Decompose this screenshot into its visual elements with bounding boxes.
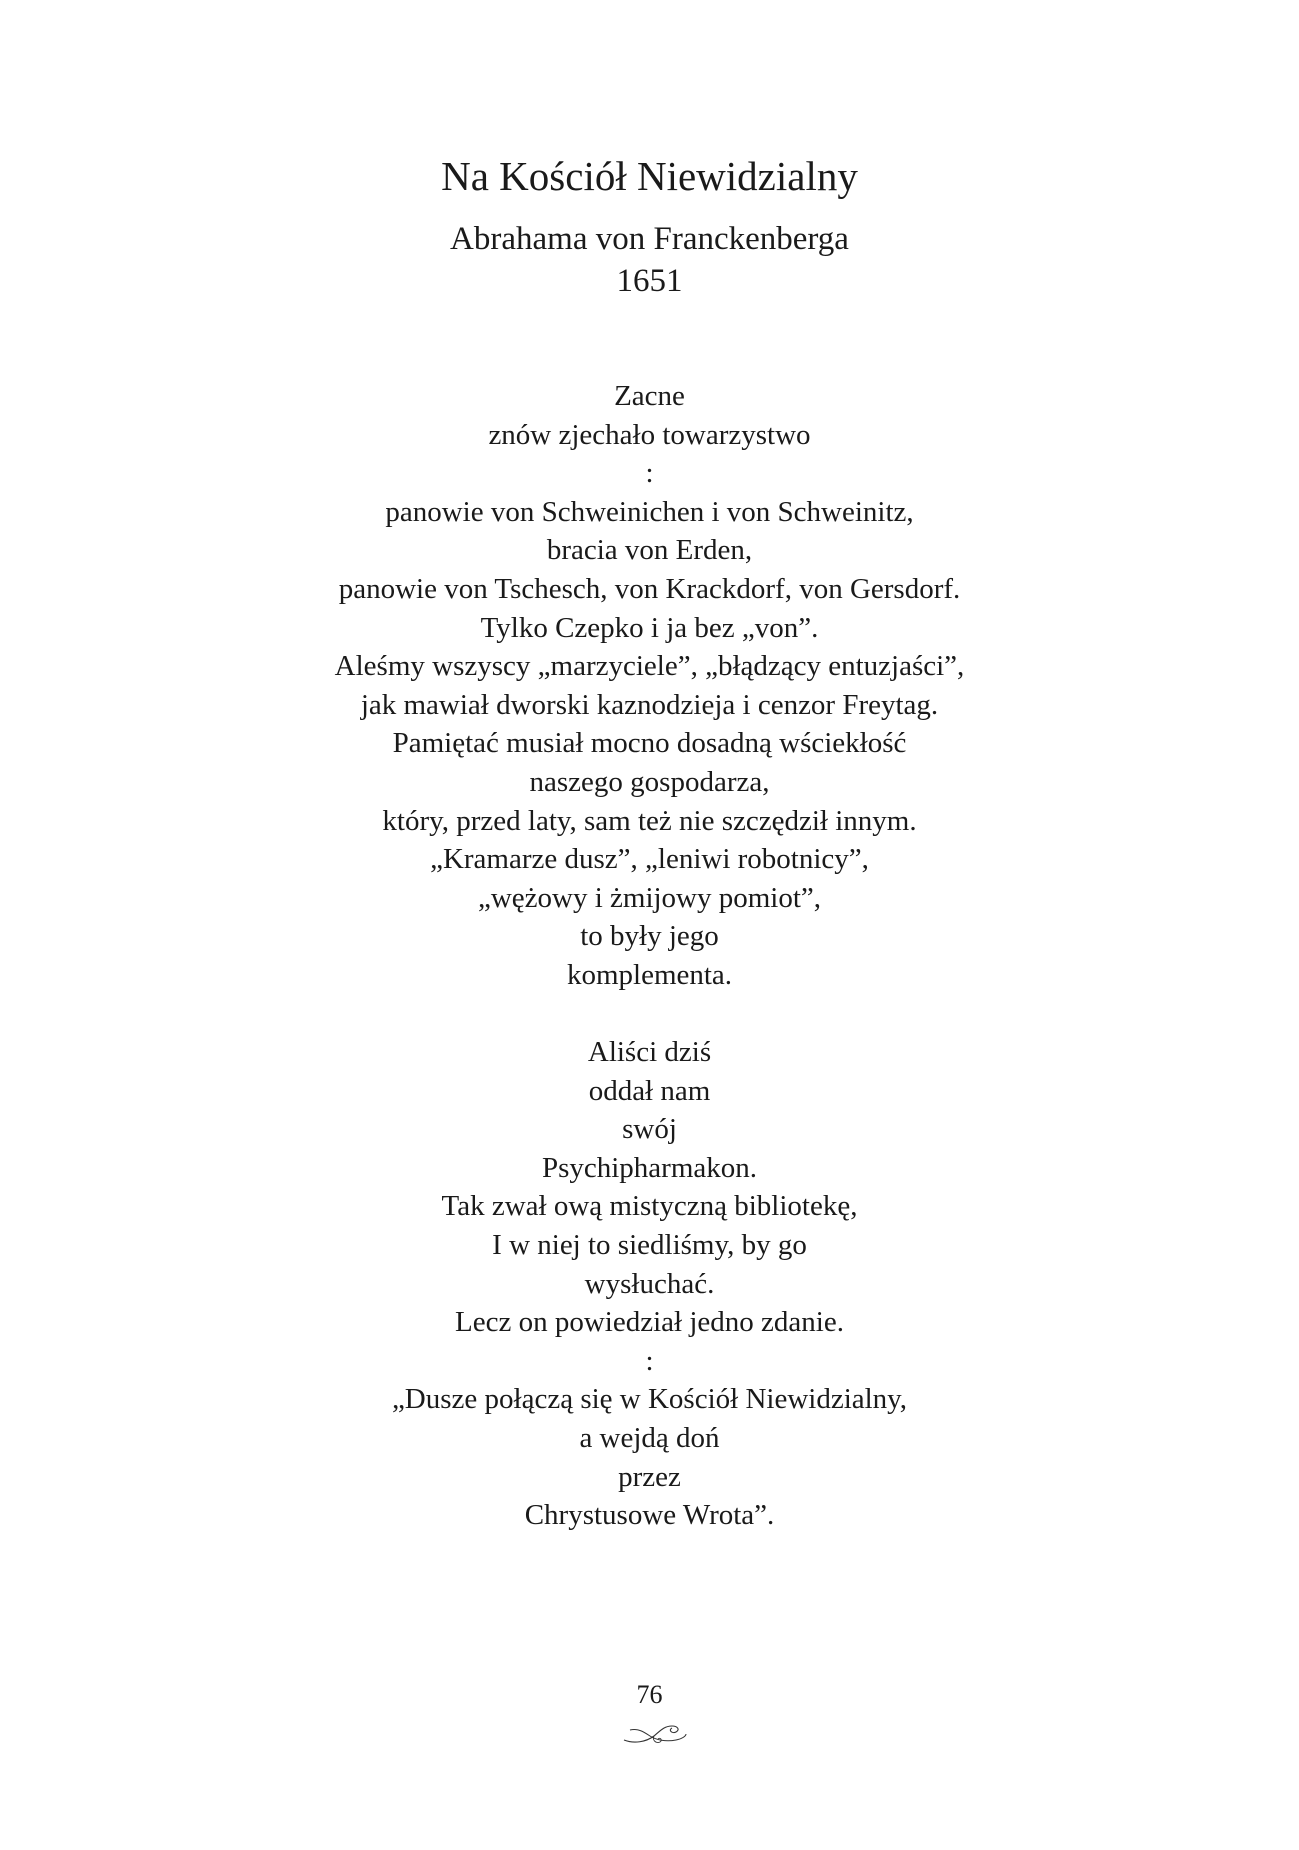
poem-body [0,377,1299,1535]
poem-line: : [645,1344,654,1377]
poem-line: Tak zwał ową mistyczną bibliotekę, [441,1190,858,1223]
poem-line: Chrystusowe Wrota”. [524,1499,775,1532]
poem-line: Zacne [614,380,685,412]
page-number: 76 [636,1680,663,1709]
poem-line: przez [618,1460,681,1493]
poem-line: jak mawiał dworski kaznodzieja i cenzor Freytag. [360,688,939,721]
poem-dedication: Abrahama von Franckenberga [450,221,849,257]
flourish-ornament-icon [620,1718,690,1746]
poem-line: Aleśmy wszyscy „marzyciele”, „błądzący entuzjaści”, [334,650,965,683]
poem-line: „Kramarze dusz”, „leniwi robotnicy”, [430,843,869,876]
stanza-2 [0,1033,1299,1535]
poem-line: „Dusze połączą się w Kościół Niewidzialny, [391,1383,908,1416]
poem-line: który, przed laty, sam też nie szczędził innym. [382,804,917,837]
poem-line: oddał nam [588,1074,711,1107]
poem-line: Aliści dziś [587,1036,712,1069]
poem-line: Pamiętać musiał mocno dosadną wściekłość [392,727,907,760]
poem-line: swój [622,1113,677,1146]
stanza-1 [0,377,1299,995]
poem-line: znów zjechało towarzystwo [488,418,811,451]
poem-year: 1651 [616,263,683,299]
poem-line: I w niej to siedliśmy, by go [492,1229,807,1262]
poem-line: „wężowy i żmijowy pomiot”, [477,881,822,914]
stanza-break [0,995,1299,1034]
poem-line: komplementa. [566,958,733,991]
poem-line: wysłuchać. [584,1267,715,1300]
poem-line: bracia von Erden, [546,534,753,567]
poem-line: : [645,457,654,490]
poem-subtitle [0,218,1299,302]
poem-line: Lecz on powiedział jedno zdanie. [455,1306,844,1339]
poem-line: to były jego [580,920,719,953]
poem-title: Na Kościół Niewidzialny [441,153,858,199]
poem-line: Tylko Czepko i ja bez „von”. [480,611,819,644]
poem-line: panowie von Tschesch, von Krackdorf, von Gersdorf. [338,572,961,605]
poem-line: a wejdą doń [579,1422,720,1455]
poem-line: panowie von Schweinichen i von Schweinitz, [385,495,914,528]
poem-line: naszego gospodarza, [529,765,770,798]
poem-line: Psychipharmakon. [541,1151,758,1184]
